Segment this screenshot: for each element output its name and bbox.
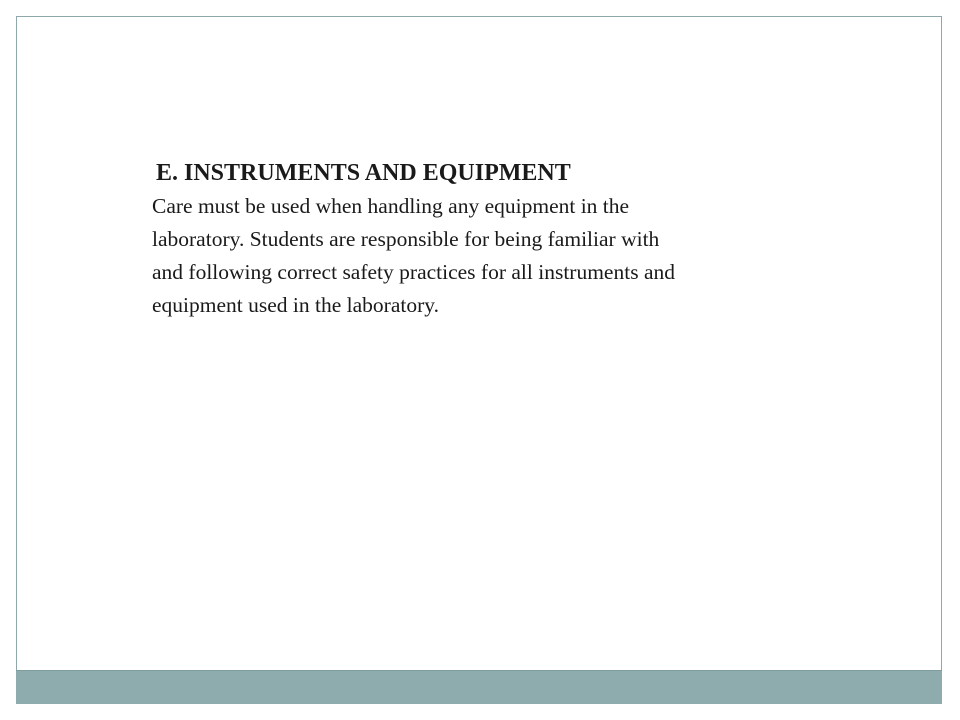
slide-content (152, 158, 832, 322)
footer-bar (16, 670, 942, 704)
body-line-4: equipment used in the laboratory. (152, 293, 439, 317)
body-line-3: and following correct safety practices for all instruments and (152, 260, 675, 284)
section-heading: E. INSTRUMENTS AND EQUIPMENT (156, 160, 571, 186)
body-line-1: Care must be used when handling any equipment in the (152, 194, 630, 218)
body-line-2: laboratory. Students are responsible for being familiar with (152, 227, 660, 251)
slide-frame (16, 16, 942, 704)
